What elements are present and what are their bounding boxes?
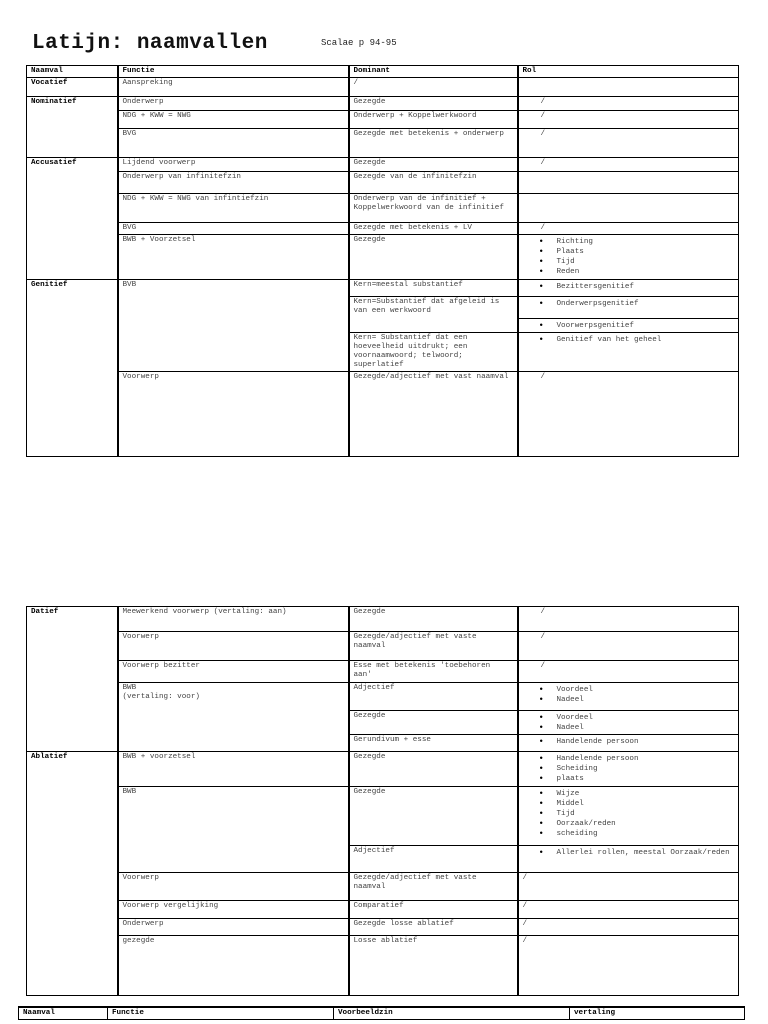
case-genitief: Genitief — [27, 280, 118, 457]
header-functie: Functie — [118, 66, 349, 78]
list-item: • Voordeel — [557, 685, 735, 695]
functie-cell: Voorwerp — [118, 372, 349, 457]
rol-cell — [518, 607, 739, 632]
rol-cell — [518, 683, 739, 711]
case-accusatief: Accusatief — [27, 158, 118, 280]
functie-cell: BVB — [118, 280, 349, 372]
functie-cell: BWB — [118, 787, 349, 873]
rol-slash: / — [540, 224, 546, 232]
table-row — [27, 683, 739, 711]
functie-cell: BWB + Voorzetsel — [118, 235, 349, 280]
list-item: • Voordeel — [557, 713, 735, 723]
dominant-cell: Gezegde met betekenis + onderwerp — [349, 129, 518, 158]
functie-cell: Voorwerp bezitter — [118, 661, 349, 683]
header-vertaling: vertaling — [570, 1007, 745, 1020]
rol-cell — [518, 735, 739, 752]
dominant-cell: Gezegde — [349, 711, 518, 735]
dominant-cell: Comparatief — [349, 901, 518, 919]
table-row — [27, 235, 739, 280]
functie-cell: Lijdend voorwerp — [118, 158, 349, 172]
list-item: • Tijd — [557, 257, 735, 267]
rol-cell — [518, 936, 739, 996]
list-item: • Handelende persoon — [557, 737, 735, 747]
list-item: • Bezittersgenitief — [557, 282, 735, 292]
functie-cell: BVG — [118, 223, 349, 235]
rol-list — [523, 237, 735, 277]
rol-slash: / — [540, 112, 546, 120]
list-item: • Onderwerpsgenitief — [557, 299, 735, 309]
page-title: Latijn: naamvallen — [32, 32, 268, 55]
table-row — [27, 787, 739, 846]
rol-cell — [518, 873, 739, 901]
functie-cell: NDG + KWW = NWG van infintiefzin — [118, 194, 349, 223]
dominant-cell: Kern= Substantief dat een hoeveelheid uitdrukt; een voornaamwoord; telwoord; superlatief — [349, 333, 518, 372]
rol-slash: / — [522, 937, 528, 945]
dominant-cell: Adjectief — [349, 846, 518, 873]
list-item: • Nadeel — [557, 695, 735, 705]
dominant-cell: Esse met betekenis 'toebehoren aan' — [349, 661, 518, 683]
case-nominatief: Nominatief — [27, 97, 118, 158]
rol-list — [523, 282, 735, 292]
functie-cell: Onderwerp — [118, 97, 349, 111]
header-naamval: Naamval — [19, 1007, 108, 1020]
rol-slash: / — [540, 608, 546, 616]
functie-cell: BWB + voorzetsel — [118, 752, 349, 787]
header-rol: Rol — [518, 66, 739, 78]
rol-cell — [518, 319, 739, 333]
dominant-cell: Gezegde/adjectief met vast naamval — [349, 372, 518, 457]
functie-cell: Voorwerp — [118, 632, 349, 661]
table-header-row — [19, 1007, 745, 1020]
table-row — [27, 78, 739, 97]
dominant-cell: Gezegde met betekenis + LV — [349, 223, 518, 235]
dominant-cell: Adjectief — [349, 683, 518, 711]
header-voorbeeldzin: Voorbeeldzin — [334, 1007, 570, 1020]
table-row — [27, 632, 739, 661]
dominant-cell: Onderwerp + Koppelwerkwoord — [349, 111, 518, 129]
rol-list — [523, 335, 735, 345]
table-row — [27, 752, 739, 787]
rol-list — [523, 848, 735, 858]
rol-cell — [518, 711, 739, 735]
rol-cell — [518, 235, 739, 280]
functie-cell: Voorwerp vergelijking — [118, 901, 349, 919]
rol-slash: / — [540, 130, 546, 138]
list-item: • Middel — [557, 799, 735, 809]
rol-list — [523, 321, 735, 331]
list-item: • Handelende persoon — [557, 754, 735, 764]
rol-cell — [518, 901, 739, 919]
rol-list — [523, 737, 735, 747]
list-item: • scheiding — [557, 829, 735, 839]
functie-cell — [118, 683, 349, 752]
dominant-cell: Gerundivum + esse — [349, 735, 518, 752]
rol-cell — [518, 194, 739, 223]
list-item: • Reden — [557, 267, 735, 277]
functie-cell: Onderwerp van infinitefzin — [118, 172, 349, 194]
page-reference: Scalae p 94-95 — [321, 38, 397, 48]
dominant-cell: Gezegde — [349, 235, 518, 280]
table-row — [27, 129, 739, 158]
dominant-cell: Losse ablatief — [349, 936, 518, 996]
list-item: • Voorwerpsgenitief — [557, 321, 735, 331]
table-row — [27, 372, 739, 457]
table-row — [27, 661, 739, 683]
list-item: • Scheiding — [557, 764, 735, 774]
rol-cell — [518, 223, 739, 235]
rol-slash: / — [522, 874, 528, 882]
case-vocatief: Vocatief — [27, 78, 118, 97]
dominant-cell: Onderwerp van de infinitief + Koppelwerkwoord van de infinitief — [349, 194, 518, 223]
rol-list — [523, 685, 735, 705]
rol-list — [523, 713, 735, 733]
functie-line: BWB — [122, 684, 137, 692]
list-item: • Allerlei rollen, meestal Oorzaak/reden — [557, 848, 735, 858]
table-row — [27, 111, 739, 129]
rol-slash: / — [540, 373, 546, 381]
rol-cell — [518, 97, 739, 111]
list-item: • Nadeel — [557, 723, 735, 733]
list-item: • Oorzaak/reden — [557, 819, 735, 829]
dominant-cell: Gezegde — [349, 97, 518, 111]
header-dominant: Dominant — [349, 66, 518, 78]
rol-cell — [518, 752, 739, 787]
rol-slash: / — [522, 920, 528, 928]
rol-cell — [518, 846, 739, 873]
case-ablatief: Ablatief — [27, 752, 118, 996]
table-row — [27, 172, 739, 194]
rol-cell — [518, 172, 739, 194]
voorbeeldzin-table-header — [18, 1006, 745, 1020]
list-item: • Tijd — [557, 809, 735, 819]
table-row — [27, 158, 739, 172]
dominant-cell: Kern=meestal substantief — [349, 280, 518, 297]
rol-cell — [518, 129, 739, 158]
list-item: • Plaats — [557, 247, 735, 257]
table-row — [27, 936, 739, 996]
rol-cell — [518, 787, 739, 846]
functie-cell: gezegde — [118, 936, 349, 996]
list-item: • Genitief van het geheel — [557, 335, 735, 345]
functie-cell: Voorwerp — [118, 873, 349, 901]
rol-cell — [518, 78, 739, 97]
functie-cell: Aanspreking — [118, 78, 349, 97]
dominant-cell: Gezegde — [349, 787, 518, 846]
rol-slash: / — [522, 902, 528, 910]
table-row — [27, 919, 739, 936]
header-functie: Functie — [108, 1007, 334, 1020]
table-row — [27, 194, 739, 223]
naamvallen-table-2 — [26, 606, 739, 996]
dominant-cell: Gezegde van de infinitefzin — [349, 172, 518, 194]
header-naamval: Naamval — [27, 66, 118, 78]
rol-cell — [518, 297, 739, 319]
rol-cell — [518, 158, 739, 172]
rol-cell — [518, 661, 739, 683]
dominant-cell: Gezegde — [349, 752, 518, 787]
rol-cell — [518, 280, 739, 297]
list-item: • Richting — [557, 237, 735, 247]
table-row — [27, 901, 739, 919]
dominant-cell: Gezegde — [349, 607, 518, 632]
dominant-cell: / — [349, 78, 518, 97]
list-item: • Wijze — [557, 789, 735, 799]
naamvallen-table-1 — [26, 65, 739, 457]
rol-cell — [518, 333, 739, 372]
rol-list — [523, 754, 735, 784]
rol-list — [523, 299, 735, 309]
rol-slash: / — [540, 633, 546, 641]
dominant-cell: Gezegde — [349, 158, 518, 172]
functie-cell: BVG — [118, 129, 349, 158]
table-row — [27, 280, 739, 297]
table-header-row — [27, 66, 739, 78]
functie-line: (vertaling: voor) — [122, 693, 200, 701]
dominant-cell: Gezegde/adjectief met vaste naamval — [349, 873, 518, 901]
table-row — [27, 873, 739, 901]
list-item: • plaats — [557, 774, 735, 784]
rol-slash: / — [540, 98, 546, 106]
rol-slash: / — [540, 662, 546, 670]
rol-slash: / — [540, 159, 546, 167]
functie-cell: NDG + KWW = NWG — [118, 111, 349, 129]
functie-cell: Onderwerp — [118, 919, 349, 936]
rol-list — [523, 789, 735, 839]
table-row — [27, 97, 739, 111]
table-row — [27, 607, 739, 632]
rol-cell — [518, 632, 739, 661]
rol-cell — [518, 919, 739, 936]
dominant-cell: Kern=Substantief dat afgeleid is van een werkwoord — [349, 297, 518, 333]
functie-cell: Meewerkend voorwerp (vertaling: aan) — [118, 607, 349, 632]
case-datief: Datief — [27, 607, 118, 752]
rol-cell — [518, 111, 739, 129]
table-row — [27, 223, 739, 235]
dominant-cell: Gezegde losse ablatief — [349, 919, 518, 936]
dominant-cell: Gezegde/adjectief met vaste naamval — [349, 632, 518, 661]
rol-cell — [518, 372, 739, 457]
